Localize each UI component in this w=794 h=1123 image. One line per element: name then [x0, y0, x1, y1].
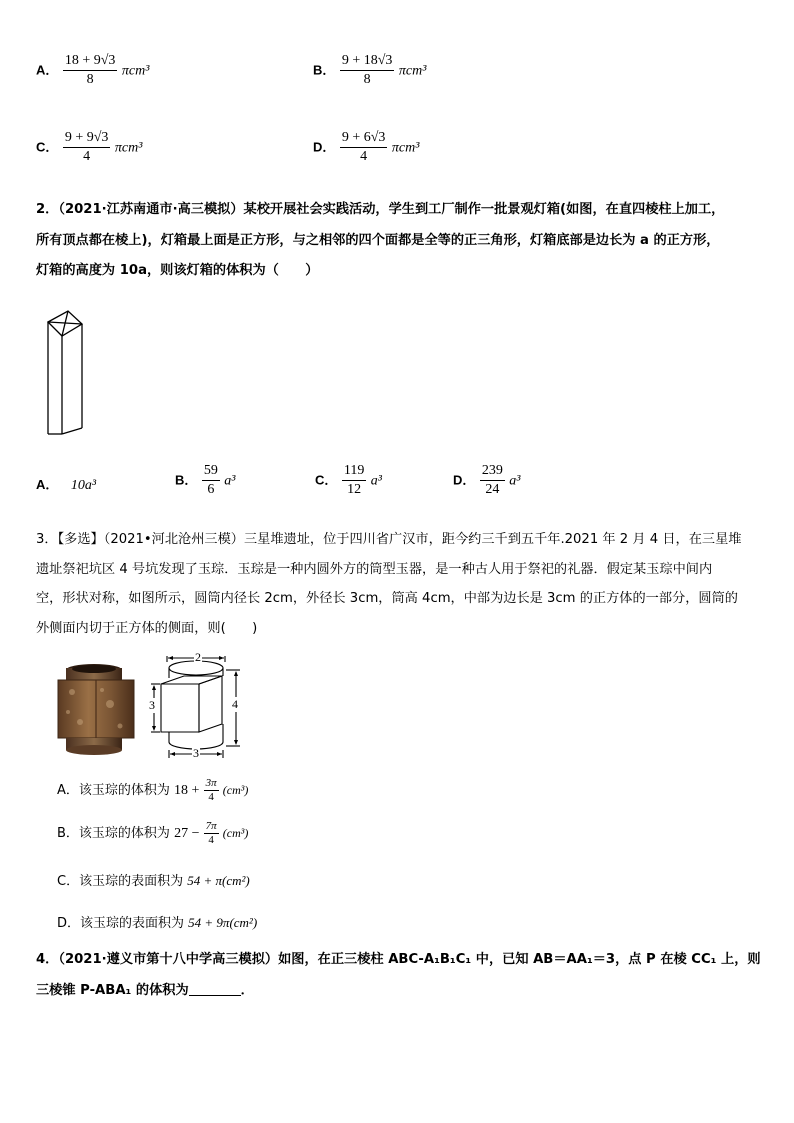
cong-label-right: 4	[232, 697, 238, 711]
q2-option-c: C． $\frac{119}{12}$ a³	[315, 463, 382, 497]
q3-stem-line2: 遗址祭祀坑区 4 号坑发现了玉琮．玉琮是一种内圆外方的筒型玉器，是一种古人用于祭祀的礼器．假定某玉琮中间内	[36, 562, 713, 577]
q1-option-c-fraction: $\frac{9 + 9√3}{4}$	[64, 130, 109, 164]
q1-option-a-fraction: $\frac{18 + 9√3}{8}$	[64, 53, 116, 87]
q1-option-d: D． $\frac{9 + 6√3}{4}$ πcm³	[313, 130, 420, 164]
q3-option-a: A．该玉琮的体积为 18 + $\frac{3\pi}{4}$ (cm³)	[57, 777, 249, 803]
q2-stem-line2: 所有顶点都在棱上)，灯箱最上面是正方形，与之相邻的四个面都是全等的正三角形，灯箱底部是边长为 a 的正方形，	[36, 233, 720, 248]
q3-option-b: B．该玉琮的体积为 27 − $\frac{7\pi}{4}$ (cm³)	[57, 820, 249, 846]
q3-stem-line4: 外侧面内切于正方体的侧面，则( )	[36, 621, 258, 636]
q1-option-b-fraction: $\frac{9 + 18√3}{8}$	[341, 53, 393, 87]
q1-option-c: C． $\frac{9 + 9√3}{4}$ πcm³	[36, 130, 143, 164]
cong-label-bottom: 3	[193, 746, 199, 760]
jade-cong-photo	[50, 662, 146, 758]
q3-stem-line3: 空，形状对称，如图所示，圆筒内径长 2cm，外径长 3cm，筒高 4cm，中部为边长是 3cm 的正方体的一部分，圆筒的	[36, 591, 738, 606]
answer-blank[interactable]	[189, 981, 241, 996]
cong-label-top: 2	[195, 650, 201, 664]
q2-option-b: B． $\frac{59}{6}$ a³	[175, 463, 236, 497]
q2-stem-line1: 2．（2021·江苏南通市·高三模拟）某校开展社会实践活动，学生到工厂制作一批景观灯箱(如图，在直四棱柱上加工，	[36, 202, 725, 217]
q3-option-d: D．该玉琮的表面积为 54 + 9π(cm²)	[57, 915, 258, 931]
lamp-box-figure	[44, 310, 86, 438]
q4-stem-line1: 4．（2021·遵义市第十八中学高三模拟）如图，在正三棱柱 ABC-A₁B₁C₁ 中，已知 AB＝AA₁＝3，点 P 在棱 CC₁ 上，则	[36, 952, 761, 967]
q2-option-a: A． 10a³	[36, 477, 97, 493]
q3-option-c: C．该玉琮的表面积为 54 + π(cm²)	[57, 873, 250, 889]
q1-option-b: B． $\frac{9 + 18√3}{8}$ πcm³	[313, 53, 427, 87]
q3-stem-line1: 3．【多选】（2021•河北沧州三模）三星堆遗址，位于四川省广汉市，距今约三千到五千年.2021 年 2 月 4 日，在三星堆	[36, 532, 742, 547]
q2-option-d: D． $\frac{239}{24}$ a³	[453, 463, 521, 497]
q1-option-d-fraction: $\frac{9 + 6√3}{4}$	[341, 130, 386, 164]
q1-option-a: A． $\frac{18 + 9√3}{8}$ πcm³	[36, 53, 150, 87]
q4-stem-line2: 三棱锥 P-ABA₁ 的体积为 ．	[36, 983, 254, 998]
q2-stem-line3: 灯箱的高度为 10a，则该灯箱的体积为（ ）	[36, 263, 319, 278]
cong-label-left: 3	[149, 698, 155, 712]
